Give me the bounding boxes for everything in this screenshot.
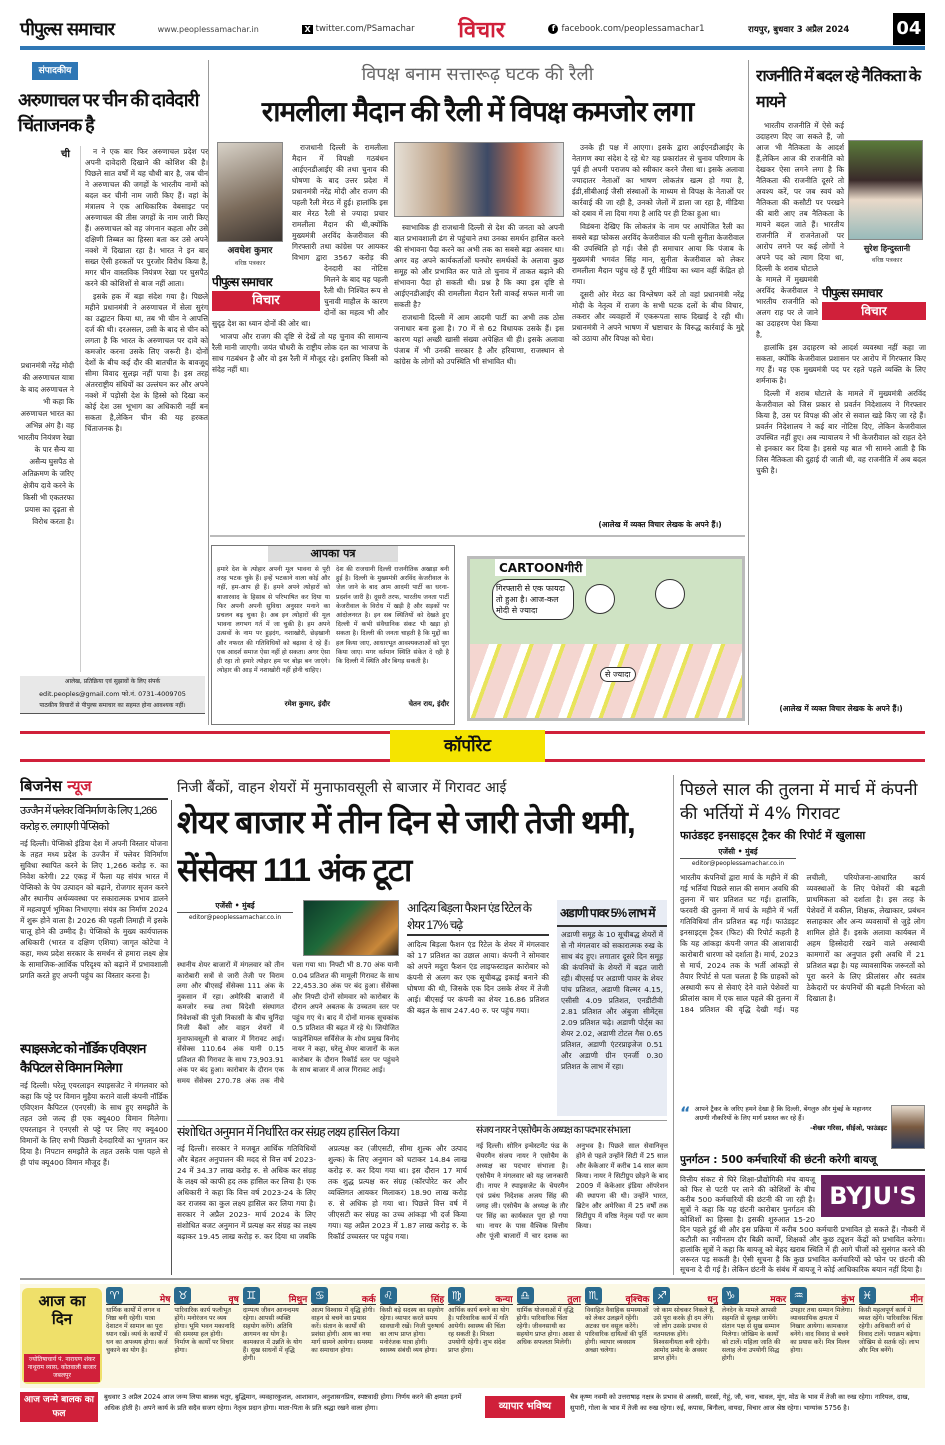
tax-body: नई दिल्ली। सरकार ने मजबूत आर्थिक गतिविधियों और बेहतर अनुपालन की मदद से वित्त वर्ष 2023-24 में 34.37 लाख करोड़ रु. से अधिक कर संग्रह के लक्ष्य को काफी हद तक हासिल कर लिया है। एक अधिकारी ने कहा कि वित्त वर्ष 2023-24 के लिए कर राजस्व का कुल लक्ष्य हासिल कर लिया गया है। सरकार ने अप्रैल 2023- मार्च 2024 के लिए संशोधित बजट अनुमान में प्रत्यक्ष कर संग्रह का लक्ष्य बढ़ाकर 19.45 लाख करोड़ रु. कर दिया था जबकि अप्रत्यक्ष कर (जीएसटी, सीमा शुल्क और उत्पाद शुल्क) के लिए अनुमान को घटाकर 14.84 लाख करोड़ रु. कर दिया गया था। इस दौरान 17 मार्च तक शुद्ध प्रत्यक्ष कर संग्रह (कॉरपोरेट कर और व्यक्तिगत आयकर मिलाकर) 18.90 लाख करोड़ रु. से अधिक हो गया था। पिछले वित्त वर्ष में जीएसटी कर संग्रह का उच्च आंकड़ा भी दर्ज किया गया। यह अप्रैल 2023 में 1.87 लाख करोड़ रु. के रिकॉर्ड उच्चस्तर पर पहुंच गया। (177, 1144, 467, 1241)
sign-text: आर्थिक कार्य बनने का योग है। पारिवारिक कार्य में गति आयेगी। स्वास्थ्य की चिंता रह सकती है। मित्रता उपयोगी रहेगी। शुभ संदेश प्राप्त होगा। (448, 1307, 510, 1354)
aditya-body: आदित्य बिड़ला फैशन एंड रिटेल के शेयर में मंगलवार को 17 प्रतिशत का उछाल आया। कंपनी ने सोमवार को अपने मदुरा फैशन एंड लाइफस्टाइल कारोबार को कंपनी से अलग कर एक सूचीबद्ध इकाई बनाने की घोषणा की थी, जिसके एक दिन उसके शेयर में तेजी आई। बीएसई पर कंपनी का शेयर 16.86 प्रतिशत की बढ़त के साथ 247.40 रु. पर पहुंच गया। (407, 940, 549, 1015)
born-today-label: आज जन्मे बालक का फल (20, 1392, 98, 1422)
sign-text: किसी बड़े सदस्य का सहयोग रहेगा। व्यापार करते समय सावधानी रखें। निजी पुरुषार्थ का लाभ प्राप्त होगा। मनोरंजक यात्रा होगी। स्वास्थ्य संबंधी व्यय होगा। (379, 1307, 444, 1354)
sign-text: जो काम सोचकर निकले हैं, उसे पूरा करके ही दम लेंगे। जो लोग उसके प्रभाव से नतमस्तक होंगे। विश्वसनीयता बनी रहेगी। आमोद प्रमोद के अवसर प्राप्त होंगे। (653, 1307, 715, 1362)
horoscope-title: आज का दिन (38, 1292, 86, 1328)
sign-name: कुंभ (841, 1295, 855, 1305)
sign-text: धार्मिक योजनाओं में वृद्धि होगी। पारिवारिक चिंता रहेगी। जीवनसाथी का सहयोग प्राप्त होगा। आशा से अधिक सफलता मिलेगी। (516, 1307, 581, 1346)
lead-story (177, 778, 667, 1116)
main-body-col1 (212, 142, 388, 532)
divider (208, 60, 209, 725)
main-para: स्वाभाविक ही राजधानी दिल्ली से देश की जनता को अपनी बात प्रभावशाली ढंग से पहुंचाने तथा उनका समर्थन हासिल करने की संभावना पैदा करने का अभी तक का सबसे बड़ा अवसर था। अगर वह अपने कार्यकर्ताओं घनघोर समर्थकों के अलावा कुछ समूह को और प्रभावित कर पाते तो चुनाव में ताकत बढ़ाने की संभावना पैदा हो सकती थी। प्रश्न है कि क्या इस दृष्टि से आईएनडीआईए की रामलीला मैदान रैली वाकई सफल मानी जा सकती है? (394, 223, 564, 309)
hiring-headline: पिछले साल की तुलना में मार्च में कंपनी की भर्तियों में 4% गिरावट (680, 780, 918, 824)
editorial-headline: अरुणाचल पर चीन की दावेदारी चिंताजनक है (18, 90, 199, 135)
cartoon (467, 556, 745, 721)
author-role: वरिष्ठ पत्रकार (234, 259, 266, 267)
lead-headline: शेयर बाजार में तीन दिन से जारी तेजी थमी, सेंसेक्स 111 अंक टूटा (177, 804, 635, 888)
editorial-para: न ने एक बार फिर अरुणाचल प्रदेश पर अपनी दावेदारी दिखाने की कोशिश की है। पिछले सात वर्षों में यह चौथी बार है, जब चीन ने अरुणाचल की जगहों के भारतीय नामों को बदल कर चीनी नाम जारी किए हैं। वहां के मंत्रालय ने एक आधिकारिक वेबसाइट पर अरुणाचल की तीस जगहों के नाम जारी किए हैं। अरुणाचल को वह जंगनान कहता और उसे दक्षिणी तिब्बत का हिस्सा बता कर उसे अपने नक्शे में दिखाता रहा है। भारत ने इन बार सख्त ऐसी हरकतों पर पुरजोर विरोध किया है, मगर चीन वास्तविक नियंत्रण रेखा पर घुसपैठ करने की कोशिशों से बाज नहीं आता। (85, 147, 208, 288)
logo: पीपुल्स समाचार (20, 19, 114, 40)
right-corporate (680, 778, 925, 1275)
main-headline: रामलीला मैदान की रैली में विपक्ष कमजोर लगा (261, 96, 694, 127)
letter-author: रमेश कुमार, इंदौर (284, 700, 330, 708)
author-photo (217, 142, 283, 242)
facebook-icon: f (548, 24, 558, 34)
main-kicker: विपक्ष बनाम सत्तारूढ़ घटक की रैली (361, 64, 594, 85)
disclaimer: पाठकीय विचारों से पीपुल्स समाचार का सहमत होना आवश्यक नहीं। (39, 702, 186, 709)
brand-block (822, 285, 926, 320)
zodiac-sign-8 (583, 1284, 651, 1388)
main-para: राजधानी दिल्ली के रामलीला मैदान में विपक्षी गठबंधन आईएनडीआईए की तथा चुनाव की घोषणा के बाद उत्तर प्रदेश में प्रधानमंत्री नरेंद्र मोदी और राजग की पहली रैली मेरठ में हुई। हालांकि इस बार मेरठ रैली से ज्यादा प्रचार रामलीला मैदान की थी,क्योंकि मुख्यमंत्री अरविंद केजरीवाल की गिरफ्तारी तथा कांग्रेस पर आयकर विभाग द्वारा 3567 करोड़ की देनदारी का नोटिस मिलने के बाद यह पहली रैली थी। निश्चित रूप से चुनावी माहौल के कारण दोनों का महत्व भी और सुदृढ़ देश का ध्यान दोनों की ओर था। (212, 143, 388, 328)
ceo-photo (891, 1105, 925, 1149)
lead-body: स्थानीय शेयर बाजारों में मंगलवार को तीन कारोबारी सत्रों से जारी तेजी पर विराम लगा और बीएसई सेंसेक्स 111 अंक के नुकसान में रहा। अमेरिकी बाजारों में कमजोर रुख तथा विदेशी संस्थागत निवेशकों की पूंजी निकासी के बीच चुनिंदा निजी बैंकों और वाहन शेयरों में मुनाफावसूली से बाजार में गिरावट आई। सेंसेक्स 110.64 अंक यानी 0.15 प्रतिशत की गिरावट के साथ 73,903.91 अंक पर बंद हुआ। कारोबार के दौरान एक समय सेंसेक्स 270.78 अंक तक नीचे चला गया था। निफ्टी भी 8.70 अंक यानी 0.04 प्रतिशत की मामूली गिरावट के साथ 22,453.30 अंक पर बंद हुआ। सेंसेक्स और निफ्टी दोनों सोमवार को कारोबार के दौरान अपने अबतक के उच्चतम स्तर पर पहुंच गए थे। बाद में दोनों मानक सूचकांक 0.5 प्रतिशत की बढ़त में रहे थे। जियोजित फाइनेंशियल सर्विसेज के शोध प्रमुख विनोद नायर ने कहा, घरेलू शेयर बाजारों के कल कारोबार के दौरान रिकॉर्ड स्तर पर पहुंचने के साथ बाजार में आज गिरावट आई। (177, 961, 399, 1085)
sign-text: धार्मिक कार्यों में लगन व निष्ठा बनी रहेगी। यात्रा देशाटन में सामान का पूरा ध्यान रखें। व्यर्थ के कार्यों में धन का अपव्यय होगा। कर्ज चुकाने का योग है। (106, 1307, 168, 1354)
sign-text: दाम्पत्य जीवन आनन्दमय रहेगा। आपसी व्यक्ति सहयोग करेंगे। अतिथि आगमन का योग है। कामकाज में उन्नति के योग हैं। सुख साधनों में वृद्धि होगी। (242, 1307, 302, 1362)
lead-kicker: निजी बैंकों, वाहन शेयरों में मुनाफावसूली से बाजार में गिरावट आई (177, 780, 507, 796)
main-para: राजधानी दिल्ली में आम आदमी पार्टी का अभी तक ठोस जनाधार बना हुआ है। 70 में से 62 विधायक उसके हैं। इस कारण यहां अच्छी खासी संख्या अपेक्षित थी ही। इसके अलावा पंजाब में भी उनकी सरकार है और हरियाणा, राजस्थान से कांग्रेस के लोगों को उपस्थिति भी संभावित थी। (394, 313, 564, 366)
byjus-logo: BYJU'S (821, 1175, 925, 1217)
business-news-title (20, 776, 168, 800)
story-headline: उज्जैन में फ्लेवर विनिर्माण के लिए 1,266 करोड़ रु. लगाएगी पेप्सिको (20, 805, 157, 833)
x-twitter-icon: X (304, 24, 311, 34)
story-headline: स्पाइसजेट को नॉर्डिक एविएशन कैपिटल से विमान मिलेगा (20, 1041, 146, 1075)
editorial-body (80, 146, 208, 672)
zodiac-sign-7 (515, 1284, 583, 1388)
masthead (20, 14, 925, 50)
quote-icon: “ (680, 1103, 691, 1122)
zodiac-sign-11 (788, 1284, 856, 1388)
astrologer: ज्योतिषाचार्य पं. नारायण शंकर नाथूराम व्यास, कोतवाली बाजार जबलपुर (24, 1354, 100, 1382)
sign-name: कन्या (495, 1295, 513, 1305)
byjus-body: वित्तीय संकट से घिरे शिक्षा-प्रौद्योगिकी मंच बायजू को फिर से पटरी पर लाने की कोशिशों के बीच करीब 500 कर्मचारियों की छंटनी की जा रही है। सूत्रों ने कहा कि यह छंटनी कारोबार पुनर्गठन की कोशिशों का हिस्सा है। इसकी शुरुआत 15-20 दिन पहले हुई थी और इस प्रक्रिया में करीब 500 कर्मचारी प्रभावित हो सकते हैं। नौकरी में कटौती का नवीनतम दौर बिक्री कार्यों, शिक्षकों और कुछ ट्यूशन केंद्रों को प्रभावित करेगा। हालांकि सूत्रों ने कहा कि बायजू को बेहद खराब स्थिति में ही आगे चीजों को सुसंगत करने की जरूरत पड़ सकती है। ऐसी सूचना है कि कुछ प्रभावित कर्मचारियों को फोन पर छंटनी की सूचना दे दी गई है। लेकिन छंटनी के संबंध में बायजू ने कोई आधिकारिक बयान नहीं दिया है। (680, 1175, 925, 1274)
adani-body: अडाणी समूह के 10 सूचीबद्ध शेयरों में से नौ मंगलवार को सकारात्मक रुख के साथ बंद हुए। लगातार दूसरे दिन समूह की कंपनियों के शेयरों में बढ़त जारी रही। बीएसई पर अडाणी पावर के शेयर पांच प्रतिशत, अडाणी विल्मर 4.15, एसीसी 4.09 प्रतिशत, एनडीटीवी 2.81 प्रतिशत और अंबुजा सीमेंट्स 2.09 प्रतिशत चढ़े। अडाणी पोर्ट्स का शेयर 2.02, अडाणी टोटल गैस 0.65 प्रतिशत, अडाणी एंटरप्राइजेज 0.51 और अडाणी ग्रीन एनर्जी 0.30 प्रतिशत के लाभ में रहा। (561, 930, 663, 1071)
zodiac-sign-6 (446, 1284, 514, 1388)
letters-title: आपका पत्र (268, 546, 398, 562)
corporate-section-tag: कॉर्पोरेट (390, 730, 545, 762)
zodiac-sign-4 (309, 1284, 377, 1388)
cartoon-crowd (470, 644, 742, 721)
sign-text: लेनदेन के मामले आपसी सहमति से सुलझ जायेंगे। संतान पक्ष से सुख सम्मान मिलेगा। जोखिम के कार्यों को टालें। महिला जाति की सलाह लेना उपयोगी सिद्ध होगी। (721, 1307, 781, 1362)
zodiac-icon: ♎ (517, 1287, 534, 1304)
bull-market-photo (303, 900, 399, 956)
hiring-body: भारतीय कंपनियों द्वारा मार्च के महीने में की गई भर्तियां पिछले साल की समान अवधि की तुलना में चार प्रतिशत घट गईं। हालांकि, फरवरी की तुलना में मार्च के महीने में भर्ती गतिविधियां तीन प्रतिशत बढ़ गईं। फाउंडइट इनसाइट्स ट्रैकर (फिट) की रिपोर्ट कहती है कि यह आंकड़ा कंपनी जगत की आशावादी कारोबारी धारणा को दर्शाता है। मार्च, 2023 से मार्च, 2024 तक के भर्ती आंकड़ों से तैयार रिपोर्ट से पता चलता है कि ग्राहकों को अस्थायी रूप से सेवाएं देने वाले पेशेवरों या फ्रीलांस काम में एक साल पहले की तुलना में 184 प्रतिशत की वृद्धि देखी गई। यह लचीली, परियोजना-आधारित कार्य व्यवस्थाओं के लिए पेशेवरों की बढ़ती प्राथमिकता को दर्शाता है। इस तरह के पेशेवरों में वकील, शिक्षक, लेखाकार, प्रबंधन सलाहकार और अन्य व्यवसायों से जुड़े लोग शामिल होते हैं। इसके अलावा कार्यबल में अहम हिस्सेदारी रखने वाले अस्थायी कामगारों का अनुपात इसी अवधि में 21 प्रतिशत बढ़ा है। यह व्यावसायिक जरूरतों को पूरा करने के लिए फ्रीलांसर और स्वतंत्र ठेकेदारों पर कंपनियों की बढ़ती निर्भरता को दिखाता है। (680, 873, 925, 1014)
zodiac-icon: ♓ (859, 1287, 876, 1304)
editorial-dropcap: ची (61, 149, 70, 160)
brand-block (212, 274, 320, 311)
tax-headline: संशोधित अनुमान में निर्धारित कर संग्रह लक्ष्य हासिल किया (177, 1125, 399, 1139)
editorial-tag: संपादकीय (32, 62, 78, 80)
sign-name: धनु (707, 1295, 718, 1305)
page-number: 04 (893, 13, 925, 45)
editorial (18, 88, 208, 672)
main-body-col2 (394, 222, 564, 532)
business-story (20, 1039, 168, 1274)
author-photo (848, 140, 923, 240)
main-disclaimer: (आलेख में व्यक्त विचार लेखक के अपने हैं।) (598, 520, 722, 529)
editorial-pullquote: प्रधानमंत्री नरेंद्र मोदी की अरुणाचल यात्रा के बाद अरुणाचल ने भी कहा कि अरुणाचल भारत का अभिन्न अंग है। वह भारतीय नियंत्रण रेखा के पार सैन्य या असैन्य घुसपैठ से अतिक्रमण के जरिए क्षेत्रीय दावे करने के किसी भी एकतरफा प्रयास का दृढ़ता से विरोध करता है। (18, 361, 74, 526)
main-body-col3 (572, 142, 744, 516)
aditya-headline: आदित्य बिड़ला फैशन एंड रिटेल के शेयर 17% चढ़े (407, 900, 549, 936)
main-para: विडंबना देखिए कि लोकतंत्र के नाम पर आयोजित रैली का सबसे बड़ा फोकस अरविंद केजरीवाल की पत्नी सुनीता केजरीवाल की उपस्थिति हो गई। जैसे ही समाचार आया कि पंजाब के मुख्यमंत्री भगवंत सिंह मान, सुनीता केजरीवाल को लेकर रामलीला मैदान पहुंच रहे हैं पूरी मीडिया का ध्यान वहीं केंद्रित हो गया। (572, 222, 744, 286)
sign-name: मकर (770, 1295, 787, 1305)
cartoon-character (655, 579, 685, 609)
brand-section: विचार (822, 302, 926, 320)
sign-text: उपहार तथा सम्मान मिलेगा। व्यावसायिक क्षमता में निखार आयेगा। कामकाज बनेंगे। वाद विवाद से बचने का प्रयास करें। मित्र मिलन होगा। (790, 1307, 853, 1354)
divider (210, 535, 745, 537)
zodiac-sign-9 (651, 1284, 719, 1388)
letters-box (211, 545, 455, 725)
author-name: अवधेश कुमार (227, 246, 273, 256)
right-para: हालांकि इस उदाहरण को आदर्श व्यवस्था नहीं कहा जा सकता, क्योंकि केजरीवाल प्रशासन पर आरोप में गिरफ्तार किए गए हैं। यह एक मुख्यमंत्री पद पर रहते पहले व्यक्ति के लिए शर्मनाक है। (756, 343, 926, 385)
sign-name: मिथुन (288, 1295, 308, 1305)
facebook-handle: facebook.com/peoplessamachar1 (561, 24, 705, 34)
sign-name: मीन (910, 1295, 924, 1305)
cartoon-character (585, 584, 615, 614)
zodiac-icon: ♌ (380, 1287, 397, 1304)
zodiac-icon: ♐ (653, 1287, 670, 1304)
sign-name: तुला (567, 1295, 581, 1305)
facebook-link[interactable] (548, 24, 704, 34)
right-disclaimer: (आलेख में व्यक्त विचार लेखक के अपने हैं।) (779, 704, 903, 713)
brand-logo: पीपुल्स समाचार (822, 286, 882, 300)
zodiac-sign-2 (172, 1284, 240, 1388)
brand-logo: पीपुल्स समाचार (212, 275, 272, 289)
twitter-handle: twitter.com/PSamachar (315, 24, 415, 34)
quote-author: -शेखर गरिसा, सीईओ, फाउंडइट (809, 1124, 887, 1132)
adani-headline: अडाणी पावर 5% लाभ में (557, 900, 667, 927)
zodiac-sign-10 (720, 1284, 788, 1388)
right-body (756, 64, 926, 698)
cartoon-title: CARTOONगीरी (495, 559, 586, 576)
dateline: रायपुर, बुधवार 3 अप्रैल 2024 (748, 24, 850, 35)
sign-name: वृष (228, 1295, 239, 1305)
horoscope-signs (104, 1284, 925, 1388)
zodiac-icon: ♊ (243, 1287, 260, 1304)
sign-name: सिंह (430, 1295, 445, 1305)
main-para: उनके ही पक्ष में आएगा। इसके द्वारा आईएनडीआईए के नेतागण क्या संदेश दे रहे थे? यह प्रकारांतर से चुनाव परिणाम के पूर्व ही अपनी पराजय को स्वीकार करने जैसा था। इसके अलावा ज्यादातर नेताओं का भाषण लोकतंत्र खत्म हो गया है, ईडी,सीबीआई जैसी संस्थाओं के माध्यम से विपक्ष के नेताओं पर कार्रवाई की जा रही है, उनको जेलों में डाला जा रहा है, मीडिया को दबाव में ला दिया गया है आदि पर ही टिका हुआ था। (572, 143, 744, 218)
adani-box (557, 900, 667, 1116)
divider (748, 60, 749, 725)
title-part: न्यूज (67, 777, 92, 795)
lead-email[interactable]: editor@peoplessamachar.co.in (188, 914, 282, 921)
zodiac-icon: ♒ (790, 1287, 807, 1304)
sign-text: किसी महत्वपूर्ण कार्य में व्यस्त रहेंगे। पारिवारिक चिंता रहेगी। अधिकारी वर्ग से विवाद टालें। पराक्रम बढ़ेगा। जोखिम से सतर्क रहें। लाभ और मित्र बनेंगे। (858, 1307, 923, 1354)
sign-text: पारिवारिक कार्य फलीभूत होंगे। मनोरंजन पर व्यय होगा। भूमि भवन मकानादि की समस्या हल होगी। निर्माण के कार्यों पर विचार होगा। (174, 1307, 235, 1354)
zodiac-sign-12 (857, 1284, 925, 1388)
nayar-headline: संजय नायर ने एसोचैम के अध्यक्ष का पदभार संभाला (476, 1125, 630, 1136)
zodiac-sign-3 (241, 1284, 309, 1388)
divider (20, 1278, 925, 1280)
born-today-text: बुधवार 3 अप्रैल 2024 आज जन्म लिया बालक चतुर, बुद्धिमान, व्यवहारकुशल, आशावान, अनुशासनप्रिय, स्पष्टवादी होगा। निर्णय करने की क्षमता इनमें अधिक होती है। अपने कार्य के प्रति सदैव सजग रहेगा। नेतृत्व प्रदान होगा। माता-पिता के प्रति श्रद्धा रखने वाला होगा। (104, 1393, 462, 1412)
business-story (20, 803, 168, 1035)
main-para: भाजपा और राजग की दृष्टि से देखें तो यह चुनाव की सामान्य रैली मानी जाएगी। जयंत चौधरी के राष्ट्रीय लोक दल का भाजपा के साथ गठबंधन है और वो इस रैली में मौजूद रहे। इसलिए किसी को संदेह नहीं था। (212, 332, 388, 374)
zodiac-icon: ♍ (448, 1287, 465, 1304)
horoscope-title-box (22, 1288, 102, 1384)
sign-text: विवाहित वैवाहिक समस्याओं को लेकर उलझनें रहेंगी। अटका धन वसूल करेंगे। पारिवारिक दायित्वों की पूर्ति होगी। व्यापार व्यवसाय अच्छा चलेगा। (584, 1307, 649, 1354)
business-forecast-text: चैत्र कृष्ण नवमी को उत्तराषाढ़ नक्षत्र के प्रभाव से अलसी, सरसों, गेहूं, जौ, चना, चावल, मूंग, मोठ के भाव में तेजी का रुख रहेगा। नारियल, दाख, सुपारी, गोला के भाव में तेजी का रुख रहेगा। रुई, कपास, बिनौला, वायदा, विचार आज श्रेष्ठ रहेगा। भाग्यांक 5756 है। (570, 1393, 910, 1412)
nayar-story (476, 1124, 668, 1274)
hiring-quote (680, 1105, 925, 1149)
sign-text: आत्म विश्वास में वृद्धि होगी। वाहन से बचने का प्रयास करें। संतान के कार्यों की प्रशंसा होगी। आय का नया मार्ग सामने आयेगा। समस्या का समाधान होगा। (311, 1307, 375, 1354)
editorial-para: इसके हक में बड़ा संदेश गया है। पिछले महीने प्रधानमंत्री ने अरुणाचल में सेला सुरंग का उद्घाटन किया था, तब भी चीन ने आपत्ति दर्ज की थी। दरअसल, उसी के बाद से चीन को लगता है कि भारत के अरुणाचल पर दावे को कमजोर करना उसके लिए जरूरी है। दोनों देशों के बीच कई दौर की बातचीत के बावजूद सीमा विवाद सुलझ नहीं पाया है। इस तरह अंतरराष्ट्रीय संधियों का उल्लंघन कर और अपने नक्शे में पड़ोसी देश के हिस्से को दिखा कर कोई देश उस भूभाग का अधिकारी नहीं बन सकता है,लेकिन चीन की यह हरकत चिंताजनक है। (85, 292, 208, 433)
nayar-body: नई दिल्ली। सोरिन इन्वेस्टमेंट फंड के चेयरमैन संजय नायर ने एसोचैम के अध्यक्ष का पदभार संभाला है। एसोचैम ने मंगलवार को यह जानकारी दी। नायर ने स्पाइसजेट के चेयरमैन एवं प्रबंध निदेशक अजय सिंह की जगह ली। एसोचैम के अध्यक्ष के तौर पर सिंह का कार्यकाल पूरा हो गया था। नायर के पास वैश्विक वित्तीय और पूंजी बाजारों में चार दशक का अनुभव है। पिछले साल सेवानिवृत्त होने से पहले उन्होंने सिटी में 25 साल और केकेआर में करीब 14 साल काम किया। नायर ने सिटीग्रुप छोड़ने के बाद 2009 में केकेआर इंडिया ऑपरेशन की स्थापना की थी। उन्होंने भारत, ब्रिटेन और अमेरिका में 25 वर्षों तक सिटीग्रुप में वरिष्ठ नेतृत्व पदों पर काम किया। (476, 1142, 668, 1240)
lead-byline: एजेंसी • मुंबई (177, 900, 293, 913)
business-forecast-label: व्यापार भविष्य (485, 1396, 565, 1418)
horoscope-strip (20, 1284, 925, 1388)
quote-text: आपने ट्रैकर के जरिए हमने देखा है कि दिल्ली, बेंगलुरु और मुंबई के महानगर अग्रणी नौकरियों के लिए मार्ग प्रशस्त कर रहे हैं। (694, 1105, 872, 1122)
brand-section: विचार (212, 291, 320, 311)
story-body: नई दिल्ली। घरेलू एयरलाइन स्पाइसजेट ने मंगलवार को कहा कि पट्टे पर विमान मुहैया कराने वाली कंपनी नॉर्डिक एविएशन कैपिटल (एनएसी) के साथ हुए समझौते के तहत उसे जल्द ही एक क्यू400 विमान मिलेगा। एयरलाइन ने एनएसी से पट्टे पर लिए गए क्यू400 विमानों के लिए सभी पिछली देनदारियों का भुगतान कर दिया है। निपटान समझौते के तहत उसके पास पहले से ही पांच क्यू400 विमान मौजूद हैं। (20, 1081, 168, 1167)
byjus-headline: पुनर्गठन : 500 कर्मचारियों की छंटनी करेगी बायजू (680, 1153, 925, 1171)
editorial-contact-box (20, 676, 205, 714)
author-name: सुरेश हिन्दुस्तानी (863, 244, 911, 253)
divider (673, 775, 674, 1275)
zodiac-icon: ♏ (585, 1287, 602, 1304)
contact-label: आलेख, प्रतिक्रिया एवं सुझावों के लिए संपर्क (64, 678, 161, 685)
right-para: भारतीय राजनीति में ऐसे कई उदाहरण दिए जा सकते हैं, जो आज भी नैतिकता के आदर्श हैं,लेकिन आज की राजनीति को देखकर ऐसा लगने लगा है कि नैतिकता की राजनीति दूसरे तो अवश्य करें, पर जब स्वयं को नैतिकता की कसौटी पर परखने की बारी आए तब नैतिकता के मायने बदल जाते हैं। भारतीय राजनीति में राजनेताओं पर आरोप लगने पर कई लोगों ने अपने पद को त्याग दिया था, दिल्ली के शराब घोटाले के मामले में मुख्यमंत्री अरविंद केजरीवाल ने भारतीय राजनीति को अलग राह पर ले जाने का उदाहरण पेश किया है, (756, 121, 844, 339)
divider (177, 1120, 667, 1121)
author-block (212, 142, 288, 268)
cartoon-speech: गिरफ्तारी से एक फायदा तो हुआ है। आज-कल मोदी से ज्यादा (492, 579, 574, 620)
zodiac-icon: ♈ (106, 1287, 123, 1304)
leaders-photo (394, 142, 564, 217)
twitter-link[interactable] (302, 24, 414, 34)
right-headline: राजनीति में बदल रहे नैतिकता के मायने (756, 68, 921, 111)
cartoon-crowd-label: से ज्यादा (600, 667, 636, 682)
zodiac-icon: ♑ (722, 1287, 739, 1304)
divider (171, 800, 172, 1275)
sign-name: वृश्चिक (625, 1295, 650, 1305)
zodiac-icon: ♋ (311, 1287, 328, 1304)
letter-author: चेतन राय, इंदौर (408, 700, 449, 708)
author-block (848, 140, 926, 265)
section-title: विचार (458, 18, 505, 43)
zodiac-sign-1 (104, 1284, 172, 1388)
website[interactable]: www.peoplessamachar.in (157, 24, 259, 34)
byjus-block (680, 1175, 925, 1275)
story-body: नई दिल्ली। पेप्सिको इंडिया देश में अपनी विस्तार योजना के तहत मध्य प्रदेश के उज्जैन में फ्लेवर विनिर्माण सुविधा स्थापित करने के लिए 1,266 करोड़ रु. का निवेश करेगी। 22 एकड़ में फैला यह संयंत्र भारत में पेप्सिको के पेय उत्पादन को बढ़ाने, रोजगार सृजन करने और स्थानीय अर्थव्यवस्था पर सकारात्मक प्रभाव डालने में महत्वपूर्ण भूमिका निभाएगा। संयंत्र का निर्माण 2024 में शुरू होने वाला है। 2026 की पहली तिमाही में इसके चालू होने की उम्मीद है। पेप्सिको के मुख्य कार्यपालक अधिकारी (भारत व दक्षिण एशिया) जागृत कोटेचा ने कहा, मध्य प्रदेश सरकार के समर्थन से हमारा लक्ष्य क्षेत्र के सामाजिक-आर्थिक परिदृश्य को बढ़ाने में प्रभावशाली प्रगति करते हुए अपनी पहुंच का विस्तार करना है। (20, 839, 168, 980)
right-para: दिल्ली में शराब घोटाले के मामले में मुख्यमंत्री अरविंद केजरीवाल को जिस प्रकार से प्रवर्तन निदेशालय ने गिरफ्तार किया है, उस पर विपक्ष की ओर से सवाल खड़े किए जा रहे हैं। प्रवर्तन निदेशालय ने कई बार नोटिस दिए, लेकिन केजरीवाल उपस्थित नहीं हुए। अब न्यायालय ने भी केजरीवाल को राहत देने से इनकार कर दिया है। इससे यह बात भी सामने आती है कि जिस नैतिकता की दुहाई दी जाती थी, वह राजनीति में अब बदल चुकी है। (756, 389, 926, 475)
zodiac-sign-5 (378, 1284, 446, 1388)
hiring-email[interactable]: editor@peoplessamachar.co.in (691, 860, 785, 867)
letter-text: देश की राजधानी दिल्ली राजनीतिक अखाड़ा बनी हुई है। दिल्ली के मुख्यमंत्री अरविंद केजरीवाल के जेल जाने के बाद आम आदमी पार्टी का धरना-प्रदर्शन जारी है। दूसरी तरफ, भारतीय जनता पार्टी केजरीवाल के विरोध में खड़ी है और सड़कों पर आंदोलनरत है। इन सब स्थितियों को देखते हुए दिल्ली में कभी संवैधानिक संकट भी खड़ा हो सकता है। दिल्ली की जनता चाहती है कि मुद्दों का हल किया जाए, आधारभूत आवश्यकताओं को पूरा किया जाए। मगर वर्तमान स्थिति संकेत दे रही है कि दिल्ली में स्थिति और बिगड़ सकती है। (336, 566, 449, 666)
author-role: वरिष्ठ पत्रकार (871, 256, 903, 264)
sign-name: कर्क (361, 1295, 376, 1305)
business-news (20, 776, 168, 1274)
hiring-subhead: फाउंडइट इनसाइट्स ट्रैकर की रिपोर्ट में खुलासा (680, 829, 866, 842)
letter-text: हमारे देश के त्योहार अपनी मूल भावना से पूरी तरह भटक चुके हैं। इन्हें भटकाने वाला कोई और नहीं, हम-आप ही हैं। हमने अपने त्योहारों को बाजारवाद के हिसाब से परिभाषित कर दिया या फिर अपनी अपनी सुविधा अनुसार मनाने का प्रचलन बढ़ चुका है। अब इन त्योहारों की मूल भावना लगभग गर्त में जा चुकी है। हम अपने उत्सवों के नाम पर हुड़दंग, नशाखोरी, छेड़खानी और नफरत की गतिविधियों को बढ़ावा दे रहे हैं। एक आदर्श समाज ऐसा नहीं हो सकता। अगर ऐसा ही रहा तो हमारे त्योहार हम पर बोझ बन जाएंगे। त्योहार की आड़ में नशाखोरी नहीं होनी चाहिए। (217, 566, 330, 675)
title-part: बिजनेस (20, 777, 63, 795)
zodiac-icon: ♉ (174, 1287, 191, 1304)
contact-email[interactable]: edit.peoples@gmail.com फो.नं. 0731-4009705 (39, 690, 186, 698)
tax-story (177, 1124, 467, 1274)
hiring-byline: एजेंसी • मुंबई (680, 846, 796, 859)
main-para: दूसरी ओर मेरठ का विश्लेषण करें तो वहां प्रधानमंत्री नरेंद्र मोदी के नेतृत्व में राजग के सभी घटक दलों के बीच विचार, तकरार और व्यवहारों में एकरूपता साफ दिखाई दे रही थी। प्रधानमंत्री ने अपने भाषण में भ्रष्टाचार के विरुद्ध कार्रवाई के मुद्दे को उठाया और विपक्ष को घेरा। (572, 290, 744, 343)
sign-name: मेष (159, 1295, 171, 1305)
